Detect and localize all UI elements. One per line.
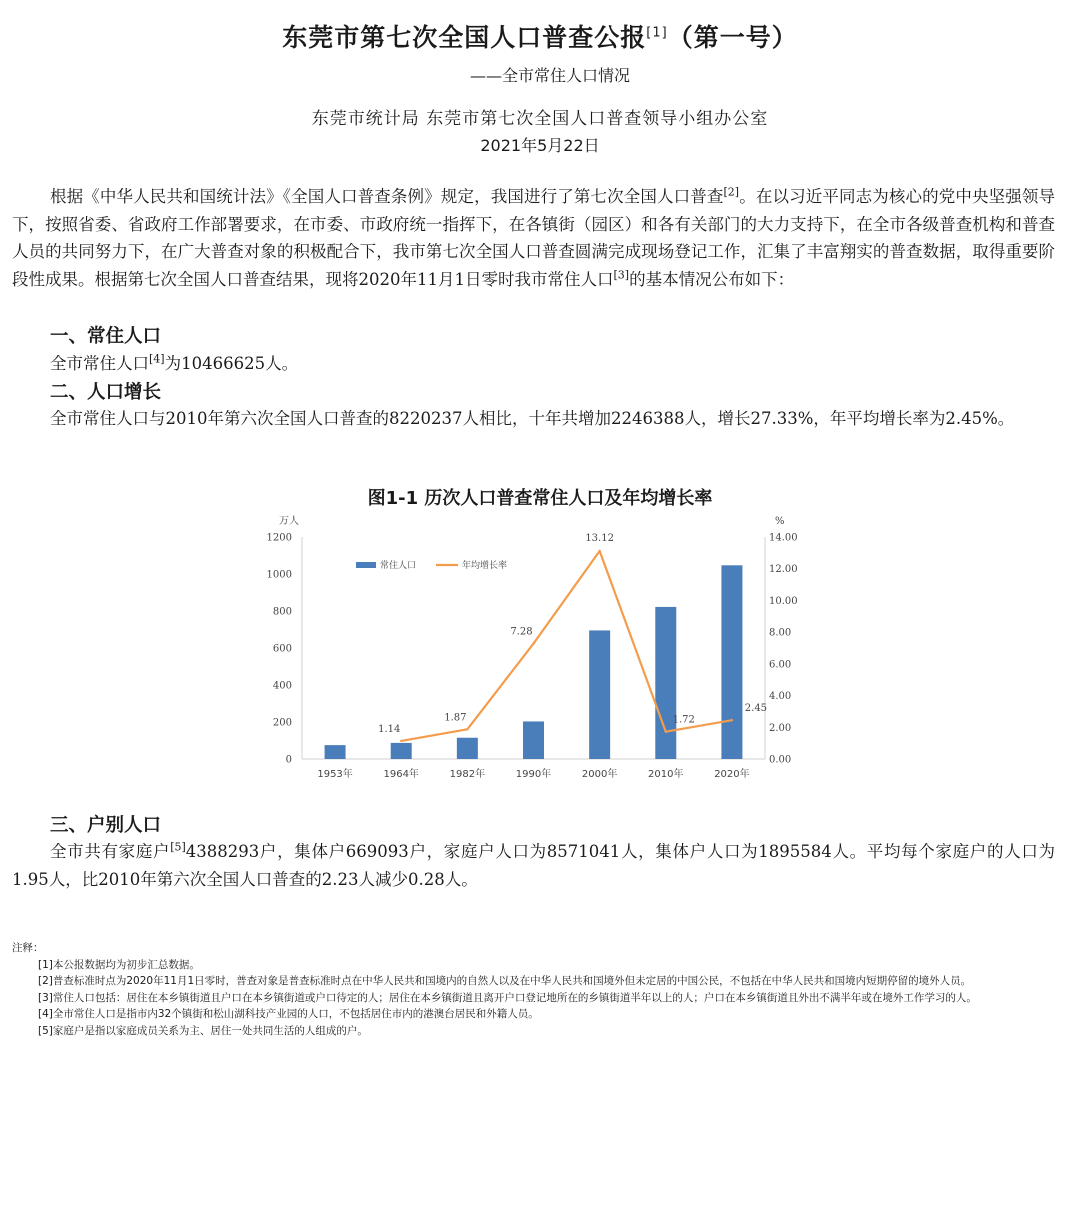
x-tick-label: 1964年: [383, 769, 419, 780]
y-tick-label: 200: [272, 717, 292, 729]
note-item-5: [5]家庭户是指以家庭成员关系为主、居住一处共同生活的人组成的户。: [38, 1024, 368, 1037]
intro-text-3: 的基本情况公布如下：: [629, 269, 795, 289]
y2-tick-label: 6.00: [769, 659, 792, 671]
y-tick-label: 1000: [266, 569, 292, 581]
notes-label: 注释：: [12, 942, 44, 954]
footnote-ref-4[interactable]: [4]: [149, 352, 165, 366]
bar: [721, 565, 742, 759]
x-tick-label: 2000年: [581, 769, 618, 780]
y2-tick-label: 4.00: [769, 691, 792, 703]
bar: [589, 630, 610, 759]
note-item-2: [2]普查标准时点为2020年11月1日零时，普查对象是普查标准时点在中华人民共和国境内的自然人以及在中华人民共和国境外但未定居的中国公民，不包括在中华人民共和国境内短期停留的境外人员。: [38, 975, 972, 987]
section2-paragraph: 全市常住人口与2010年第六次全国人口普查的8220237人相比，十年共增加2246388人，增长27.33%，年平均增长率为2.45%。: [50, 409, 1015, 428]
section3-paragraph: [12, 838, 1055, 893]
line-point: [598, 550, 600, 552]
y-tick-label: 0: [285, 754, 292, 766]
publish-date: 2021年5月22日: [480, 136, 600, 155]
section-heading-2: 二、人口增长: [50, 382, 162, 403]
y2-tick-label: 2.00: [769, 722, 792, 734]
section3-text-b: 4388293户，集体户669093户，家庭户人口为8571041人，集体户人口为1895584人。平均每个家庭户的人口为1.95人，比2010年第六次全国人口普查的2.23人减少0.28人。: [12, 842, 1055, 889]
data-label: 7.28: [510, 626, 533, 638]
notes: [12, 940, 1060, 1039]
x-tick-label: 1982年: [449, 769, 486, 780]
intro-paragraph: [12, 183, 1055, 293]
bar: [655, 607, 676, 759]
data-label: 13.12: [585, 532, 614, 544]
line-point: [731, 719, 733, 721]
y2-tick-label: 0.00: [769, 754, 792, 766]
y-tick-label: 1200: [266, 532, 292, 544]
data-label: 1.14: [378, 723, 401, 735]
x-tick-label: 1990年: [515, 769, 552, 780]
title-text: 东莞市第七次全国人口普查公报: [282, 23, 647, 52]
section1-text-a: 全市常住人口: [50, 354, 149, 373]
line-point: [400, 740, 402, 742]
x-tick-label: 2020年: [714, 769, 750, 780]
y2-tick-label: 14.00: [769, 532, 798, 544]
data-label: 2.45: [744, 703, 768, 715]
chart-title: 图1-1 历次人口普查常住人口及年均增长率: [367, 488, 713, 509]
section-heading-1: 一、常住人口: [50, 326, 162, 347]
intro-text-1: 根据《中华人民共和国统计法》《全国人口普查条例》规定，我国进行了第七次全国人口普查: [50, 187, 724, 206]
legend-label-line: 年均增长率: [462, 561, 508, 571]
legend-swatch-bar: [356, 562, 376, 568]
section1-text-b: 为10466625人。: [164, 354, 299, 373]
footnote-ref-3[interactable]: [3]: [613, 268, 630, 281]
bar: [523, 721, 544, 759]
data-label: 1.87: [444, 712, 467, 724]
line-point: [532, 642, 534, 644]
note-item-4: [4]全市常住人口是指市内32个镇街和松山湖科技产业园的人口，不包括居住市内的港澳台居民和外籍人员。: [38, 1008, 539, 1020]
section3-text-a: 全市共有家庭户: [50, 842, 171, 861]
bar: [325, 745, 346, 759]
y2-tick-label: 10.00: [769, 595, 798, 607]
data-label: 1.72: [672, 714, 695, 726]
footnote-ref-2[interactable]: [2]: [723, 185, 740, 199]
section1-paragraph: [12, 350, 1055, 378]
bar: [457, 738, 478, 759]
title-suffix: （第一号）: [667, 23, 798, 52]
bar: [391, 743, 412, 759]
page-title: [0, 18, 1080, 54]
footnote-ref-5[interactable]: [5]: [170, 840, 186, 854]
line-point: [466, 728, 468, 730]
issuer: 东莞市统计局 东莞市第七次全国人口普查领导小组办公室: [311, 109, 769, 129]
y2-tick-label: 8.00: [769, 627, 792, 639]
population-chart: [260, 508, 800, 798]
legend-label-bar: 常住人口: [380, 561, 417, 571]
y-tick-label: 400: [272, 680, 292, 692]
y-tick-label: 600: [272, 643, 292, 655]
footnote-ref-1[interactable]: [1]: [646, 25, 668, 41]
y2-tick-label: 12.00: [769, 564, 798, 576]
line-point: [665, 731, 667, 733]
y-axis-label: 万人: [279, 516, 299, 527]
note-item-3: [3]常住人口包括：居住在本乡镇街道且户口在本乡镇街道或户口待定的人；居住在本乡镇街道且离开户口登记地所在的乡镇街道半年以上的人；户口在本乡镇街道且外出不满半年或在境外工作学习的人。: [38, 991, 977, 1004]
y2-axis-label: %: [775, 516, 785, 527]
intro-text-2: 。在以习近平同志为核心的党中央坚强领导下，按照省委、省政府工作部署要求，在市委、市政府统一指挥下，在各镇街（园区）和各有关部门的大力支持下，在全市各级普查机构和普查人员的共同努力下，在广大普查对象的积极配合下，我市第七次全国人口普查圆满完成现场登记工作，汇集了丰富翔实的普查数据，取得重要阶段性成果。根据第七次全国人口普查结果，现将2020年11月1日零时我市常住人口: [12, 187, 1056, 289]
x-tick-label: 1953年: [317, 769, 353, 780]
note-item-1: [1]本公报数据均为初步汇总数据。: [38, 958, 200, 971]
x-tick-label: 2010年: [648, 769, 684, 780]
section-heading-3: 三、户别人口: [50, 815, 162, 836]
subtitle: ——全市常住人口情况: [469, 66, 630, 85]
y-tick-label: 800: [272, 606, 292, 618]
